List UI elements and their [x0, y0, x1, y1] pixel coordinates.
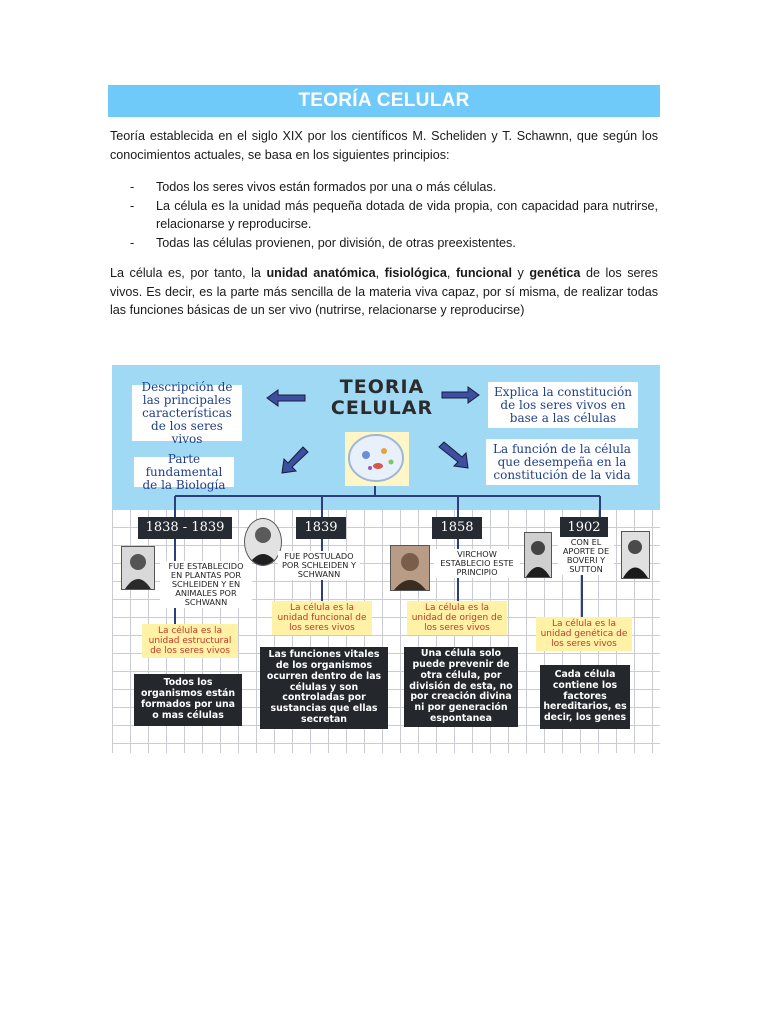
portrait-photo [121, 546, 155, 590]
bottom-right-box: La función de la célula que desempeña en la constitución de la vida [486, 439, 638, 485]
list-item: - La célula es la unidad más pequeña dotada de vida propia, con capacidad para nutrirse, relacionarse y reproducirse. [130, 198, 658, 232]
timeline-caption: FUE ESTABLECIDO EN PLANTAS POR SCHLEIDEN Y EN ANIMALES POR SCHWANN [160, 561, 252, 608]
bullet-marker: - [130, 236, 135, 251]
portrait-photo [621, 531, 650, 579]
statement-box: Todos los organismos están formados por una o mas células [134, 674, 242, 726]
intro-paragraph: Teoría establecida en el siglo XIX por los científicos M. Scheliden y T. Schawnn, que según los conocimientos actuales, se basa en los siguientes principios: [110, 129, 658, 162]
top-right-box: Explica la constitución de los seres vivos en base a las células [488, 382, 638, 428]
timeline-caption: VIRCHOW ESTABLECIO ESTE PRINCIPIO [434, 549, 520, 578]
cell-icon [345, 432, 409, 486]
timeline-year: 1902 [560, 517, 608, 539]
principle-label: La célula es la unidad estructural de los seres vivos [142, 624, 238, 658]
statement-box: Las funciones vitales de los organismos ocurren dentro de las células y son controladas por sustancias que ellas secretan [260, 647, 388, 729]
timeline-year: 1838 - 1839 [138, 517, 232, 539]
cell-theory-infographic [112, 365, 660, 753]
bullet-marker: - [130, 198, 135, 213]
principles-list [110, 178, 658, 253]
portrait-photo [244, 518, 282, 566]
arrow-right-icon [442, 387, 479, 403]
principle-label: La célula es la unidad genética de los seres vivos [536, 617, 632, 651]
portrait-photo [524, 532, 552, 578]
title-banner [108, 85, 660, 117]
timeline-caption: CON EL APORTE DE BOVERI Y SUTTON [558, 537, 614, 575]
timeline-year: 1839 [296, 517, 346, 539]
bullet-marker: - [130, 180, 135, 194]
principle-label: La célula es la unidad funcional de los seres vivos [272, 601, 372, 635]
arrow-down-right-icon [439, 442, 468, 468]
principle-label: La célula es la unidad de origen de los seres vivos [407, 601, 507, 635]
timeline-year: 1858 [432, 517, 482, 539]
portrait-photo [390, 545, 430, 591]
timeline-caption: FUE POSTULADO POR SCHLEIDEN Y SCHWANN [278, 551, 360, 580]
statement-box: Cada célula contiene los factores hereditarios, es decir, los genes [540, 665, 630, 729]
infographic-title: TEORIA CELULAR [330, 376, 434, 419]
summary-paragraph: La célula es, por tanto, la unidad anatómica, fisiológica, funcional y genética de los seres vivos. Es decir, es la parte más sencilla de la materia viva capaz, por sí misma, de realizar todas las funciones básicas de un ser vivo (nutrirse, relacionarse y reproducirse) [110, 266, 658, 318]
arrow-down-left-icon [282, 447, 308, 473]
list-item: - Todos los seres vivos están formados por una o más células. [110, 178, 658, 197]
list-item: - Todas las células provienen, por división, de otras preexistentes. [110, 234, 658, 253]
arrow-left-icon [267, 390, 305, 406]
statement-box: Una célula solo puede prevenir de otra célula, por división de esta, no por creación divina ni por generación espontanea [404, 647, 518, 727]
page-title: TEORÍA CELULAR [298, 90, 470, 111]
top-left-box: Descripción de las principales características de los seres vivos [132, 385, 242, 441]
bottom-left-box: Parte fundamental de la Biología [134, 457, 234, 487]
